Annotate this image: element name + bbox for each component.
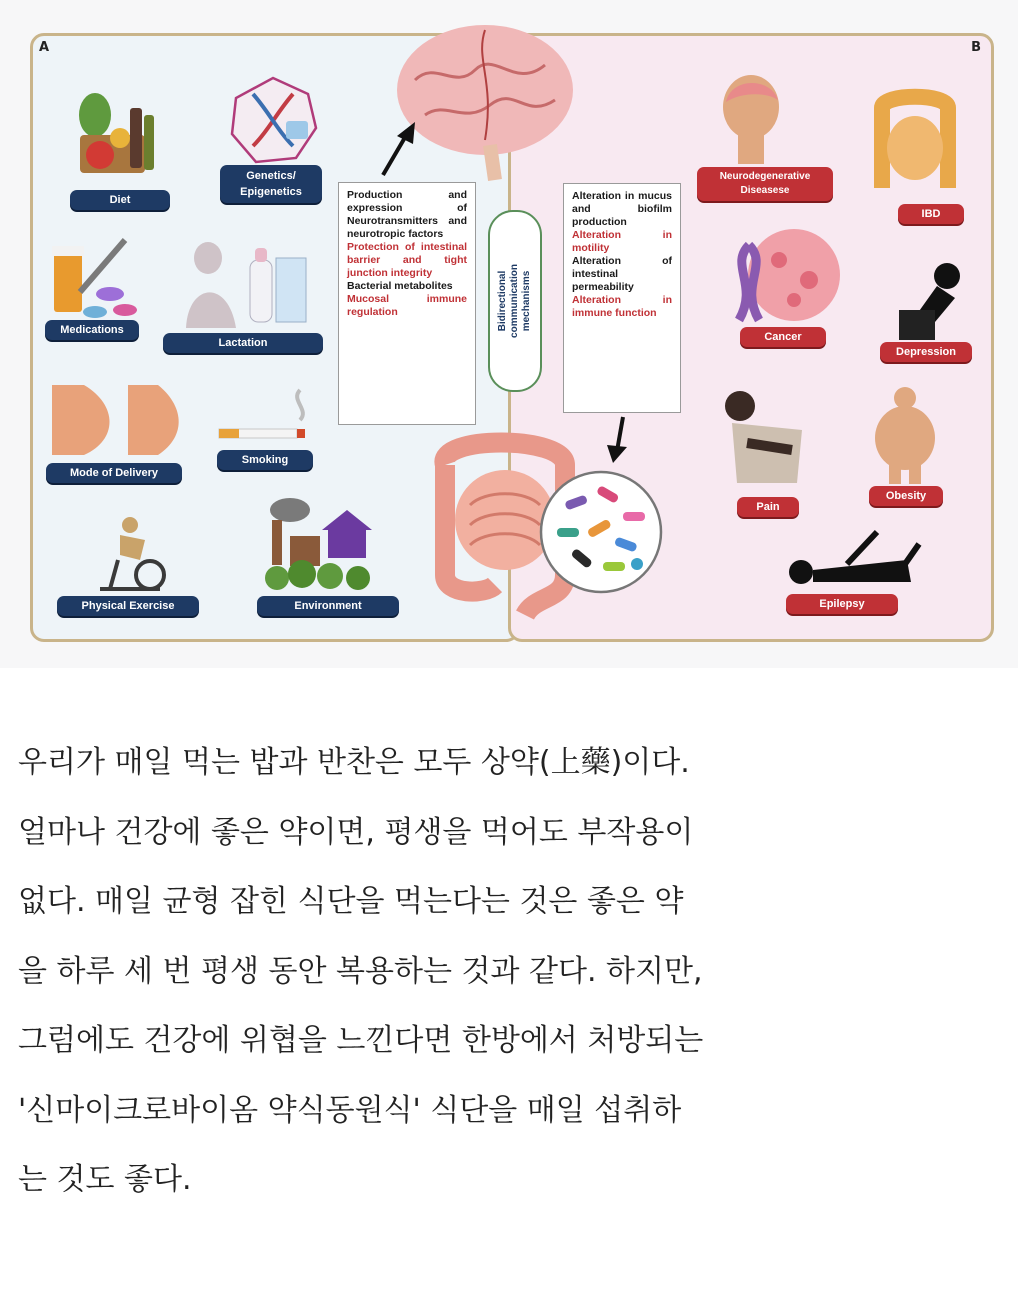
pain-label: Pain	[737, 497, 799, 517]
article-line: 우리가 매일 먹는 밥과 반찬은 모두 상약(上藥)이다.	[18, 745, 690, 780]
mechanism-label: Bidirectional communication mechanisms	[497, 264, 532, 338]
pain-figure-icon	[712, 388, 824, 488]
environment-label: Environment	[257, 596, 399, 616]
mode-of-delivery-label: Mode of Delivery	[46, 463, 182, 483]
epilepsy-figure-icon	[787, 524, 922, 594]
obesity-label: Obesity	[869, 486, 943, 506]
diet-label: Diet	[70, 190, 170, 210]
ibd-label: IBD	[898, 204, 964, 224]
ibd-intestine-icon	[872, 88, 958, 198]
gut-effect-item: Alteration in immune function	[572, 294, 672, 319]
obesity-figure-icon	[865, 386, 945, 484]
gut-effect-item: Alteration of intestinal permeability	[572, 255, 672, 293]
lactation-label: Lactation	[163, 333, 323, 353]
arrow-to-brain-icon	[375, 120, 420, 180]
article-line: '신마이크로바이옴 약식동원식' 식단을 매일 섭취하	[18, 1092, 682, 1128]
gut-effect-item: Alteration in motility	[572, 229, 672, 254]
pregnancy-icon	[48, 385, 188, 460]
brain-effect-item: Production and expression of Neurotransmitters and neurotropic factors	[347, 189, 467, 240]
microbiome-icon	[537, 468, 665, 596]
article-line: 얼마나 건강에 좋은 약이면, 평생을 먹어도 부작용이	[18, 814, 694, 850]
neurodegeneration-head-icon	[716, 72, 786, 164]
gut-effect-item: Alteration in mucus and biofilm production	[572, 190, 672, 228]
mechanism-badge	[488, 210, 542, 392]
cancer-ribbon-icon	[724, 225, 842, 325]
arrow-to-microbes-icon	[605, 415, 635, 465]
medications-label: Medications	[45, 320, 139, 340]
brain-icon	[395, 20, 575, 180]
smoking-label: Smoking	[217, 450, 313, 470]
article-line: 는 것도 좋다.	[18, 1162, 192, 1197]
panel-b-label: B	[971, 40, 981, 55]
article-line: 없다. 매일 균형 잡힌 식단을 먹는다는 것은 좋은 약	[18, 884, 684, 919]
physical-exercise-label: Physical Exercise	[57, 596, 199, 616]
cigarette-icon	[215, 385, 315, 445]
brain-effect-item: Bacterial metabolites	[347, 280, 453, 292]
diet-icon	[70, 90, 160, 185]
dna-icon	[228, 76, 318, 166]
lactation-icon	[178, 238, 308, 333]
brain-effect-item: Protection of intestinal barrier and tight junction integrity	[347, 241, 467, 279]
genetics-label: Genetics/ Epigenetics	[220, 165, 322, 203]
depression-label: Depression	[880, 342, 972, 362]
gut-effects-box	[563, 183, 681, 413]
environment-icon	[262, 496, 397, 593]
exercise-bike-icon	[90, 515, 170, 593]
brain-effects-box	[338, 182, 476, 425]
article-line: 그럼에도 건강에 위협을 느낀다면 한방에서 처방되는	[18, 1023, 704, 1058]
article-body	[18, 728, 993, 1215]
medications-icon	[50, 232, 140, 322]
panel-a-label: A	[39, 40, 50, 55]
cancer-label: Cancer	[740, 327, 826, 347]
depression-figure-icon	[895, 262, 975, 340]
neurodegenerative-label: Neurodegenerative Diseasese	[697, 167, 833, 201]
article-line: 을 하루 세 번 평생 동안 복용하는 것과 같다. 하지만,	[18, 953, 703, 989]
brain-effect-item: Mucosal immune regulation	[347, 293, 467, 318]
epilepsy-label: Epilepsy	[786, 594, 898, 614]
